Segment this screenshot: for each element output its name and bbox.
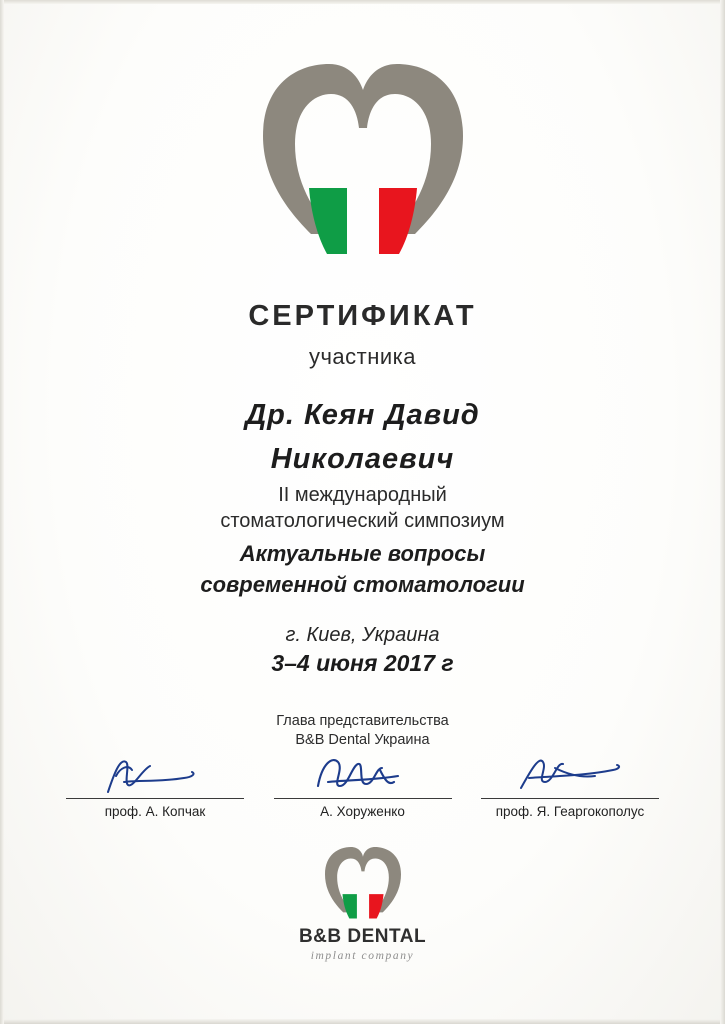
recipient-name-line1: Др. Кеян Давид <box>245 399 480 431</box>
signature-role-line2: B&B Dental Украина <box>295 732 430 749</box>
signature-name-2: А. Хоруженко <box>320 804 405 819</box>
event-name <box>0 538 725 600</box>
event-name-line2: современной стоматологии <box>200 572 525 598</box>
tooth-logo-icon <box>243 58 483 258</box>
certificate-title: СЕРТИФИКАТ <box>248 300 477 332</box>
signature-name-3: проф. Я. Геаргокополус <box>495 804 645 819</box>
brand-tagline: implant company <box>310 950 415 962</box>
recipient-name <box>0 394 725 481</box>
signature-block-3 <box>475 756 665 819</box>
event-place: г. Киев, Украина <box>285 624 440 646</box>
event-name-line1: Актуальные вопросы <box>239 541 486 566</box>
brand-name-bold: B&B <box>298 926 342 947</box>
brand-name-light: DENTAL <box>347 926 427 947</box>
event-date: 3–4 июня 2017 г <box>271 650 454 676</box>
event-description-line2: стоматологический симпозиум <box>220 510 505 532</box>
brand-footer <box>0 844 725 962</box>
signature-name-1: проф. А. Копчак <box>104 804 206 819</box>
signature-role <box>0 712 725 750</box>
signature-block-2 <box>268 756 458 819</box>
signature-scribble-icon <box>475 756 665 798</box>
signature-block-1 <box>60 756 250 819</box>
signature-scribble-icon <box>268 756 458 798</box>
signature-row <box>60 756 665 819</box>
recipient-name-line2: Николаевич <box>270 442 455 475</box>
signature-scribble-icon <box>60 756 250 798</box>
event-description-line1: II международный <box>278 484 447 506</box>
tooth-logo-small-icon <box>317 844 409 920</box>
certificate-subtitle: участника <box>308 344 417 369</box>
signature-role-line1: Глава представительства <box>276 713 449 729</box>
brand-name <box>0 926 725 948</box>
